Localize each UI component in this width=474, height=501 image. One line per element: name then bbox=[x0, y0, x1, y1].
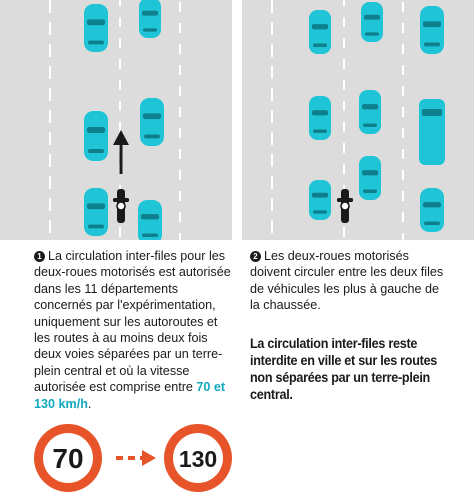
arrow-right-icon bbox=[116, 450, 156, 466]
step-number-1: 1 bbox=[34, 251, 45, 262]
speed-limit-sign-70 bbox=[34, 424, 102, 492]
car-icon bbox=[309, 10, 331, 54]
road-illustration-left bbox=[0, 0, 232, 240]
car-icon bbox=[140, 98, 164, 146]
car-icon bbox=[359, 156, 381, 200]
car-icon bbox=[361, 2, 383, 42]
car-icon bbox=[309, 96, 331, 140]
left-description-text: La circulation inter-files pour les deux-roues motorisés est autorisée dans les 11 départements concernés par l'expérimentation, uniquement sur les autoroutes et les routes à au moins deux fois deux voies séparées par un terre-plein central et où la vitesse autorisée est comprise entre bbox=[34, 249, 231, 395]
car-icon bbox=[139, 0, 161, 38]
car-icon bbox=[84, 188, 108, 236]
truck-icon bbox=[419, 99, 445, 165]
car-icon bbox=[84, 111, 108, 161]
speed-range-highlight: 70 et 130 km/h bbox=[34, 380, 226, 411]
car-icon bbox=[309, 180, 331, 220]
speed-sign-to-value: 130 bbox=[178, 446, 218, 472]
road-illustration-right bbox=[242, 0, 474, 240]
speed-limit-sign-130 bbox=[164, 424, 232, 492]
step-number-2: 2 bbox=[250, 251, 261, 262]
right-description-text: Les deux-roues motorisés doivent circuler entre les deux files de véhicules les plus à gauche de la chaussée. bbox=[250, 249, 444, 313]
speed-sign-from-value: 70 bbox=[52, 443, 84, 474]
car-icon bbox=[138, 200, 162, 240]
car-icon bbox=[359, 90, 381, 134]
left-description-end: . bbox=[87, 396, 92, 411]
left-description bbox=[34, 248, 232, 412]
right-description bbox=[250, 248, 450, 314]
prohibition-note: La circulation inter-files reste interdite en ville et sur les routes non séparées par un terre-plein central. bbox=[250, 335, 438, 402]
car-icon bbox=[420, 188, 444, 232]
car-icon bbox=[420, 6, 444, 54]
speed-signs bbox=[30, 420, 240, 496]
car-icon bbox=[84, 4, 108, 52]
